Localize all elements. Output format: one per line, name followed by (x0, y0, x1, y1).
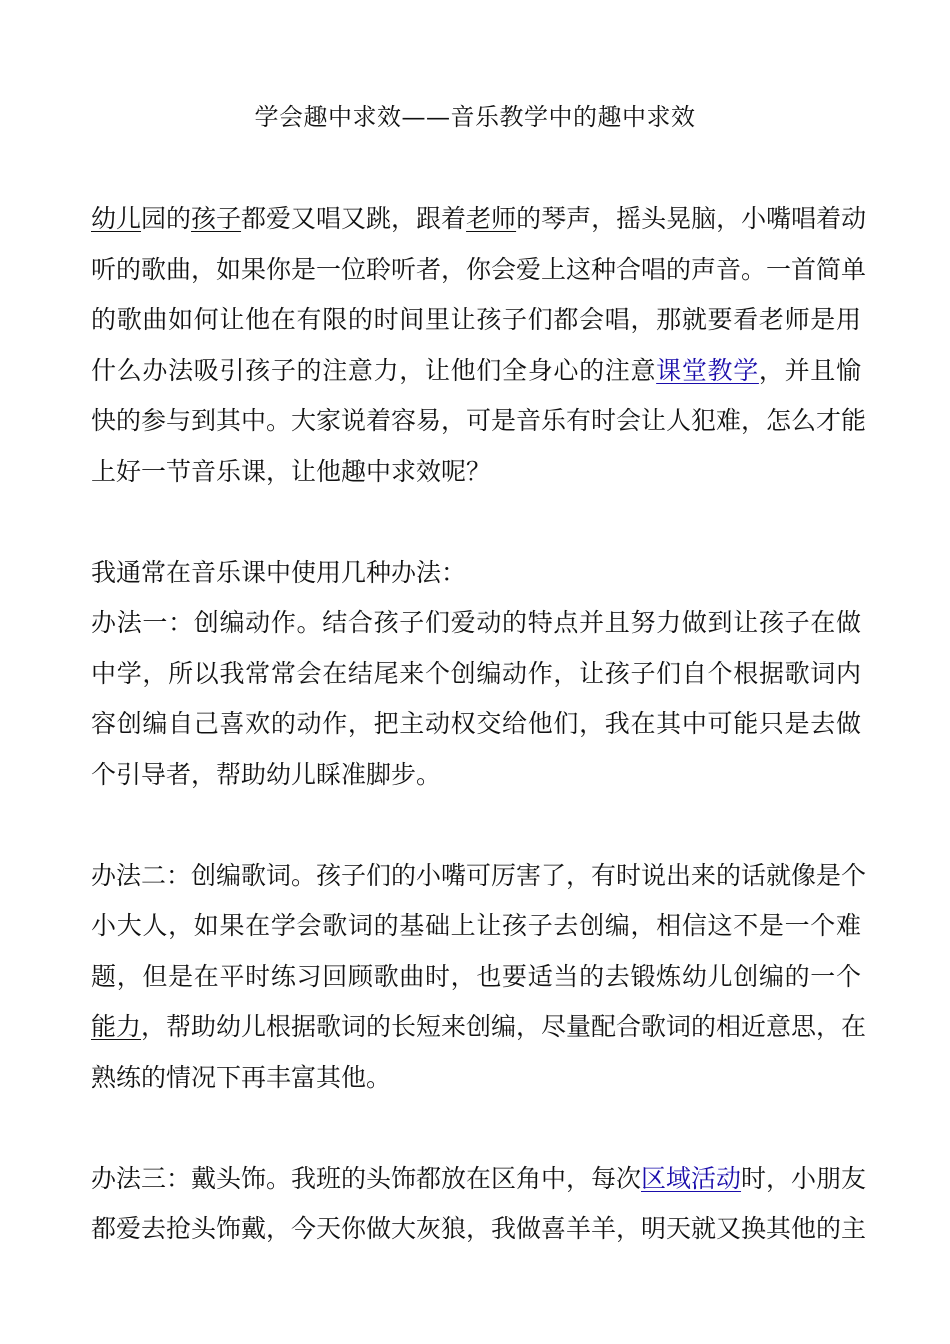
paragraph-method-three (91, 1154, 867, 1255)
text-line: 容创编自己喜欢的动作，把主动权交给他们，我在其中可能只是去做 (91, 709, 861, 738)
paragraph-gap (91, 1103, 861, 1154)
text-line: 快的参与到其中。大家说着容易，可是音乐有时会让人犯难，怎么才能 (91, 406, 867, 435)
keyword-underlined: 老师 (466, 204, 517, 233)
text-line: 中学，所以我常常会在结尾来个创编动作，让孩子们自个根据歌词内 (91, 658, 861, 688)
text-span: 都爱又唱又跳，跟着 (241, 204, 467, 233)
text-span: 办法三：戴头饰。我班的头饰都放在区角中，每次 (91, 1163, 642, 1193)
keyword-underlined: 幼儿 (91, 204, 142, 233)
text-line (91, 1154, 867, 1205)
text-line (91, 346, 861, 397)
text-line (91, 194, 867, 245)
paragraph-intro (91, 194, 867, 497)
text-line: 上好一节音乐课，让他趣中求效呢？ (91, 456, 492, 486)
paragraph-gap (91, 800, 861, 851)
text-line: 个引导者，帮助幼儿睬准脚步。 (91, 759, 442, 789)
paragraph-gap (91, 497, 861, 548)
paragraph-method-one (91, 548, 861, 801)
keyword-underlined: 能力 (91, 1012, 142, 1041)
text-line: 都爱去抢头饰戴，今天你做大灰狼，我做喜羊羊，明天就又换其他的主 (91, 1214, 867, 1243)
text-line: 小大人，如果在学会歌词的基础上让孩子去创编，相信这不是一个难 (91, 911, 861, 940)
link-classroom-teaching[interactable]: 课堂教学 (656, 355, 759, 385)
text-span: 园的 (141, 204, 192, 233)
text-line: 题，但是在平时练习回顾歌曲时，也要适当的去锻炼幼儿创编的一个 (91, 961, 861, 991)
text-span: ，帮助幼儿根据歌词的长短来创编，尽量配合歌词的相近意思，在 (141, 1012, 867, 1041)
text-span: ，并且愉 (758, 355, 861, 385)
text-line: 办法一：创编动作。结合孩子们爱动的特点并且努力做到让孩子在做 (91, 608, 861, 637)
text-span: 的琴声，摇头晃脑，小嘴唱着动 (516, 204, 867, 233)
text-line: 我通常在音乐课中使用几种办法： (91, 557, 467, 587)
paragraph-method-two (91, 851, 867, 1104)
text-line: 办法二：创编歌词。孩子们的小嘴可厉害了，有时说出来的话就像是个 (91, 860, 867, 890)
text-line: 熟练的情况下再丰富其他。 (91, 1062, 392, 1092)
text-span: 时，小朋友 (741, 1163, 867, 1193)
text-span: 什么办法吸引孩子的注意力，让他们全身心的注意 (91, 355, 657, 385)
keyword-underlined: 孩子 (191, 204, 242, 233)
document-title: 学会趣中求效——音乐教学中的趣中求效 (254, 103, 696, 131)
text-line: 听的歌曲，如果你是一位聆听者，你会爱上这种合唱的声音。一首简单 (91, 254, 867, 284)
document-body (91, 194, 867, 1255)
text-line: 的歌曲如何让他在有限的时间里让孩子们都会唱，那就要看老师是用 (91, 305, 861, 334)
text-line (91, 1002, 867, 1053)
link-area-activity[interactable]: 区域活动 (641, 1163, 742, 1193)
